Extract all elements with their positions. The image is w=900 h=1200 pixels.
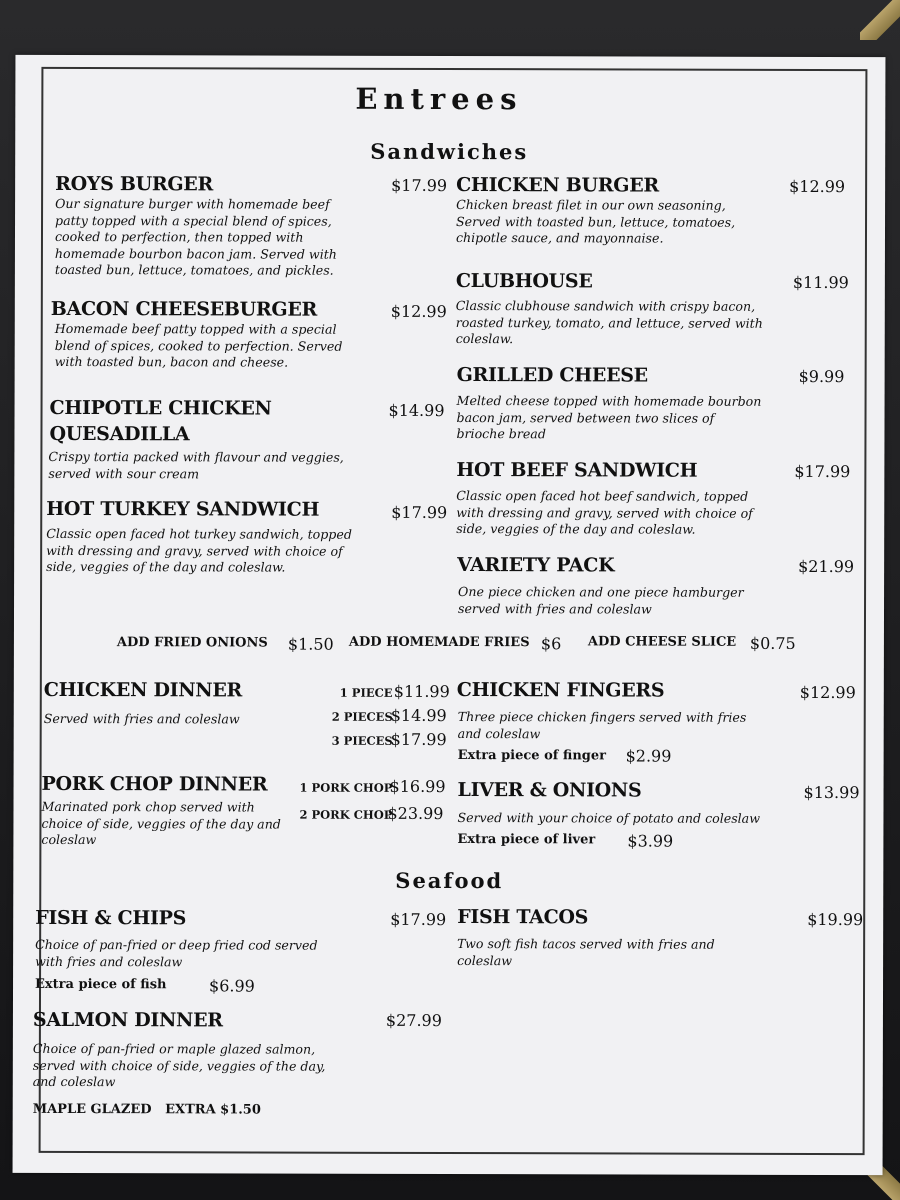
option-price: $11.99 [393, 681, 450, 702]
addon-price: $6 [540, 634, 562, 654]
option-price: $14.99 [390, 705, 447, 725]
item-price: $27.99 [385, 1010, 442, 1030]
item-description: Three piece chicken fingers served with fries and coleslaw [457, 709, 747, 741]
addon-label: ADD HOMEMADE FRIES [348, 634, 530, 651]
extra-label: Extra piece of finger [457, 748, 607, 764]
extra-price: $6.99 [209, 976, 255, 996]
item-name: CHICKEN DINNER [43, 678, 243, 702]
item-name: CHICKEN FINGERS [456, 679, 665, 702]
item-name: CHICKEN BURGER [456, 174, 659, 197]
menu-sheet [13, 55, 886, 1175]
extra-label: Extra piece of fish [35, 976, 167, 993]
binder-corner-top-right [860, 0, 900, 40]
item-description: Homemade beef patty topped with a special blend of spices, cooked to perfection. Served with toasted bun, bacon and cheese. [54, 320, 343, 370]
addon-price: $1.50 [287, 634, 334, 654]
extra-label: Extra piece of liver [457, 832, 596, 848]
item-name: ROYS BURGER [55, 172, 214, 196]
item-price: $17.99 [794, 461, 851, 482]
item-description: Crispy tortia packed with flavour and veggies, served with sour cream [48, 448, 344, 481]
extra-price: $3.99 [627, 831, 674, 851]
page-title: Entrees [355, 81, 523, 117]
option-label: 3 PIECES [331, 733, 393, 748]
item-description: Choice of pan-fried or maple glazed salmon, served with choice of side, veggies of the day, and coleslaw [32, 1040, 326, 1090]
item-price: $19.99 [807, 909, 864, 930]
item-description: Melted cheese topped with homemade bourbon bacon jam, served between two slices of brioche bread [456, 393, 762, 442]
item-description: Classic open faced hot beef sandwich, topped with dressing and gravy, served with choice of side, veggies of the day and coleslaw. [456, 488, 753, 537]
item-description: One piece chicken and one piece hamburger served with fries and coleslaw [457, 584, 744, 617]
extra-price: $2.99 [625, 746, 672, 766]
item-description: Classic clubhouse sandwich with crispy bacon, roasted turkey, tomato, and lettuce, served with coleslaw. [455, 298, 763, 347]
item-name: PORK CHOP DINNER [41, 772, 268, 796]
option-label: 1 PIECE [339, 685, 393, 700]
item-name: BACON CHEESEBURGER [50, 297, 318, 321]
option-price: $17.99 [390, 729, 447, 749]
item-description: Served with your choice of potato and coleslaw [457, 810, 761, 826]
item-name: FISH & CHIPS [35, 906, 187, 930]
section-title-sandwiches: Sandwiches [370, 138, 529, 165]
item-description: Chicken breast filet in our own seasoning, Served with toasted bun, lettuce, tomatoes, chipotle sauce, and mayonnaise. [455, 197, 736, 246]
addon-label: ADD CHEESE SLICE [587, 634, 737, 650]
item-name-line1: CHIPOTLE CHICKEN [49, 396, 272, 420]
item-name: FISH TACOS [457, 906, 589, 929]
item-price: $12.99 [799, 682, 856, 703]
item-name: CLUBHOUSE [455, 270, 593, 293]
option-price: $16.99 [389, 776, 446, 796]
item-price: $17.99 [391, 175, 448, 195]
option-price: $23.99 [387, 803, 444, 823]
item-price: $17.99 [391, 502, 448, 522]
addon-label: ADD FRIED ONIONS [116, 635, 268, 651]
item-description: Marinated pork chop served with choice of side, veggies of the day and coleslaw [41, 798, 281, 848]
item-price: $14.99 [388, 400, 445, 420]
item-price: $9.99 [798, 366, 845, 387]
item-description: Our signature burger with homemade beef patty topped with a special blend of spices, cooked to perfection, then topped with homemade bourbon bacon jam. Served with toasted bun, lettuce, tomatoes, and pickles. [54, 195, 337, 278]
item-description: Served with fries and coleslaw [43, 710, 240, 727]
item-price: $17.99 [390, 909, 447, 929]
section-title-seafood: Seafood [395, 867, 504, 894]
item-price: $13.99 [803, 782, 860, 803]
item-name: VARIETY PACK [457, 554, 615, 577]
item-price: $11.99 [792, 272, 849, 293]
item-description: Two soft fish tacos served with fries and coleslaw [457, 936, 715, 968]
item-name: HOT BEEF SANDWICH [456, 459, 698, 482]
item-description: Choice of pan-fried or deep fried cod served with fries and coleslaw [35, 936, 318, 969]
item-name: HOT TURKEY SANDWICH [46, 497, 320, 521]
option-label: 2 PIECES [331, 709, 393, 724]
item-name: LIVER & ONIONS [457, 779, 642, 802]
item-price: $21.99 [798, 556, 855, 577]
item-name: GRILLED CHEESE [456, 364, 648, 387]
item-name: SALMON DINNER [32, 1008, 223, 1032]
item-price: $12.99 [390, 301, 447, 321]
option-label: 2 PORK CHOP [299, 807, 393, 822]
item-price: $12.99 [789, 176, 846, 197]
extra-label: MAPLE GLAZED EXTRA $1.50 [32, 1101, 261, 1118]
addon-price: $0.75 [749, 633, 796, 653]
item-name-line2: QUESADILLA [49, 422, 190, 446]
item-description: Classic open faced hot turkey sandwich, topped with dressing and gravy, served with choice of side, veggies of the day and coleslaw. [46, 525, 352, 575]
option-label: 1 PORK CHOP [299, 780, 393, 795]
